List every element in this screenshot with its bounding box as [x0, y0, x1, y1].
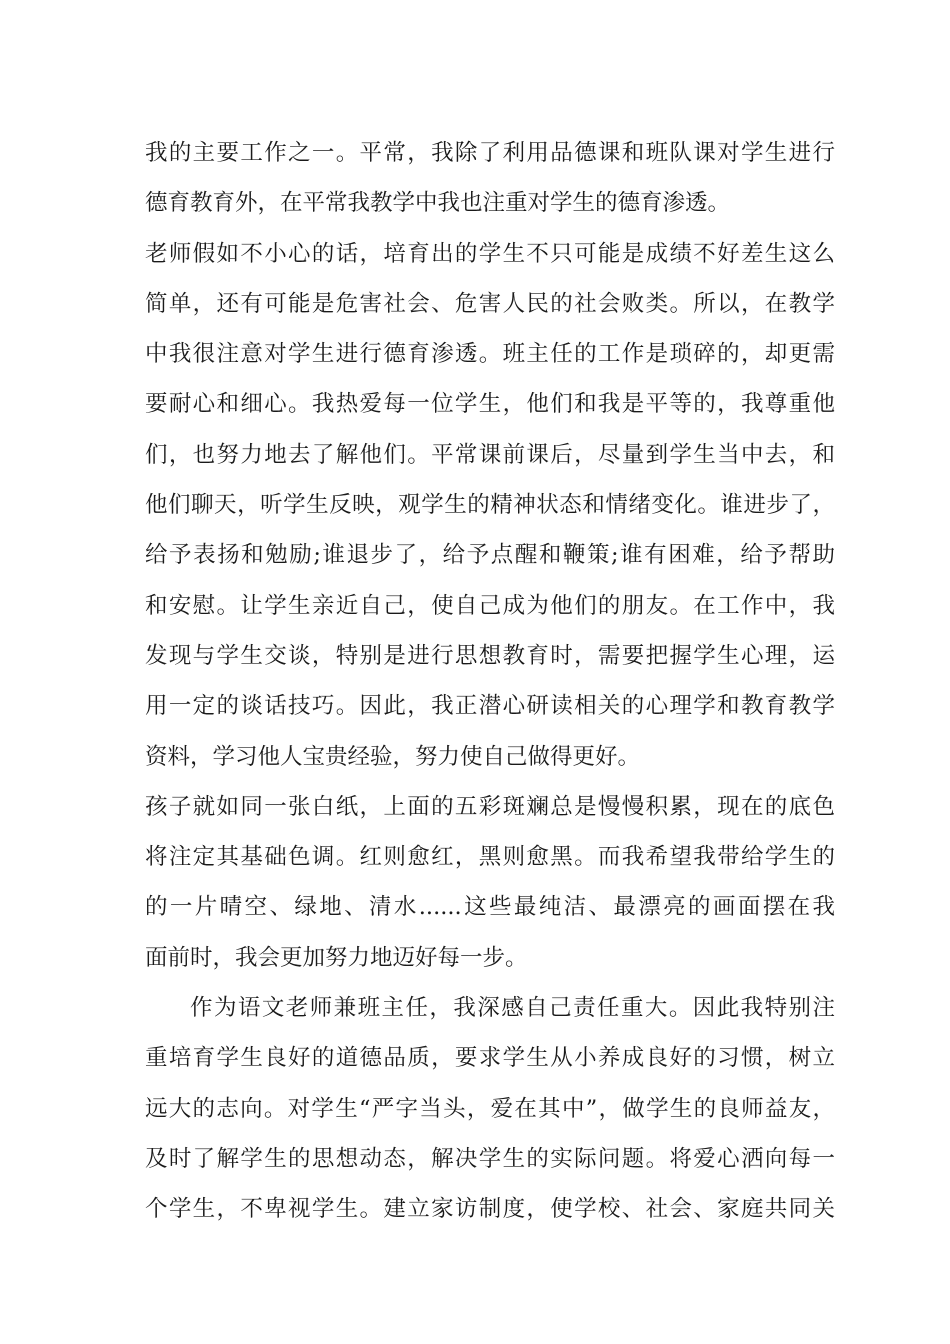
paragraph-2: [145, 229, 835, 782]
paragraph-4: [145, 983, 835, 1234]
text-line: 们，也努力地去了解他们。平常课前课后，尽量到学生当中去，和: [145, 441, 835, 468]
text-line: 他们聊天，听学生反映，观学生的精神状态和情绪变化。谁进步了，: [145, 492, 835, 519]
text-line: 个学生，不卑视学生。建立家访制度，使学校、社会、家庭共同关: [145, 1196, 835, 1223]
text-line: 要耐心和细心。我热爱每一位学生，他们和我是平等的，我尊重他: [145, 391, 835, 418]
text-line: 及时了解学生的思想动态，解决学生的实际问题。将爱心洒向每一: [145, 1145, 835, 1172]
document-body: [145, 128, 835, 1235]
text-line: 中我很注意对学生进行德育渗透。班主任的工作是琐碎的，却更需: [145, 341, 835, 368]
text-line: 孩子就如同一张白纸，上面的五彩斑斓总是慢慢积累，现在的底色: [145, 793, 835, 820]
text-line: 发现与学生交谈，特别是进行思想教育时，需要把握学生心理，运: [145, 642, 835, 669]
text-line: 远大的志向。对学生“严字当头，爱在其中”，做学生的良师益友，: [145, 1095, 835, 1122]
text-line: 简单，还有可能是危害社会、危害人民的社会败类。所以，在教学: [145, 290, 835, 317]
text-line: 我的主要工作之一。平常，我除了利用品德课和班队课对学生进行: [145, 140, 835, 166]
text-line: 用一定的谈话技巧。因此，我正潜心研读相关的心理学和教育教学: [145, 693, 835, 720]
paragraph-3: [145, 782, 835, 983]
text-line: 作为语文老师兼班主任，我深感自己责任重大。因此我特别注: [190, 995, 835, 1022]
text-line: 德育教育外，在平常我教学中我也注重对学生的德育渗透。: [145, 190, 731, 217]
paragraph-1: [145, 128, 835, 229]
text-line: 重培育学生良好的道德品质，要求学生从小养成良好的习惯，树立: [145, 1045, 835, 1072]
text-line: 老师假如不小心的话，培育出的学生不只可能是成绩不好差生这么: [145, 240, 835, 267]
text-line: 给予表扬和勉励;谁退步了，给予点醒和鞭策;谁有困难，给予帮助: [145, 542, 835, 569]
text-line: 资料，学习他人宝贵经验，努力使自己做得更好。: [145, 743, 641, 770]
text-line: 面前时，我会更加努力地迈好每一步。: [145, 944, 528, 971]
text-line: 将注定其基础色调。红则愈红，黑则愈黑。而我希望我带给学生的: [145, 844, 835, 871]
text-line: 和安慰。让学生亲近自己，使自己成为他们的朋友。在工作中，我: [145, 592, 835, 619]
text-line: 的一片晴空、绿地、清水......这些最纯洁、最漂亮的画面摆在我: [145, 894, 835, 921]
